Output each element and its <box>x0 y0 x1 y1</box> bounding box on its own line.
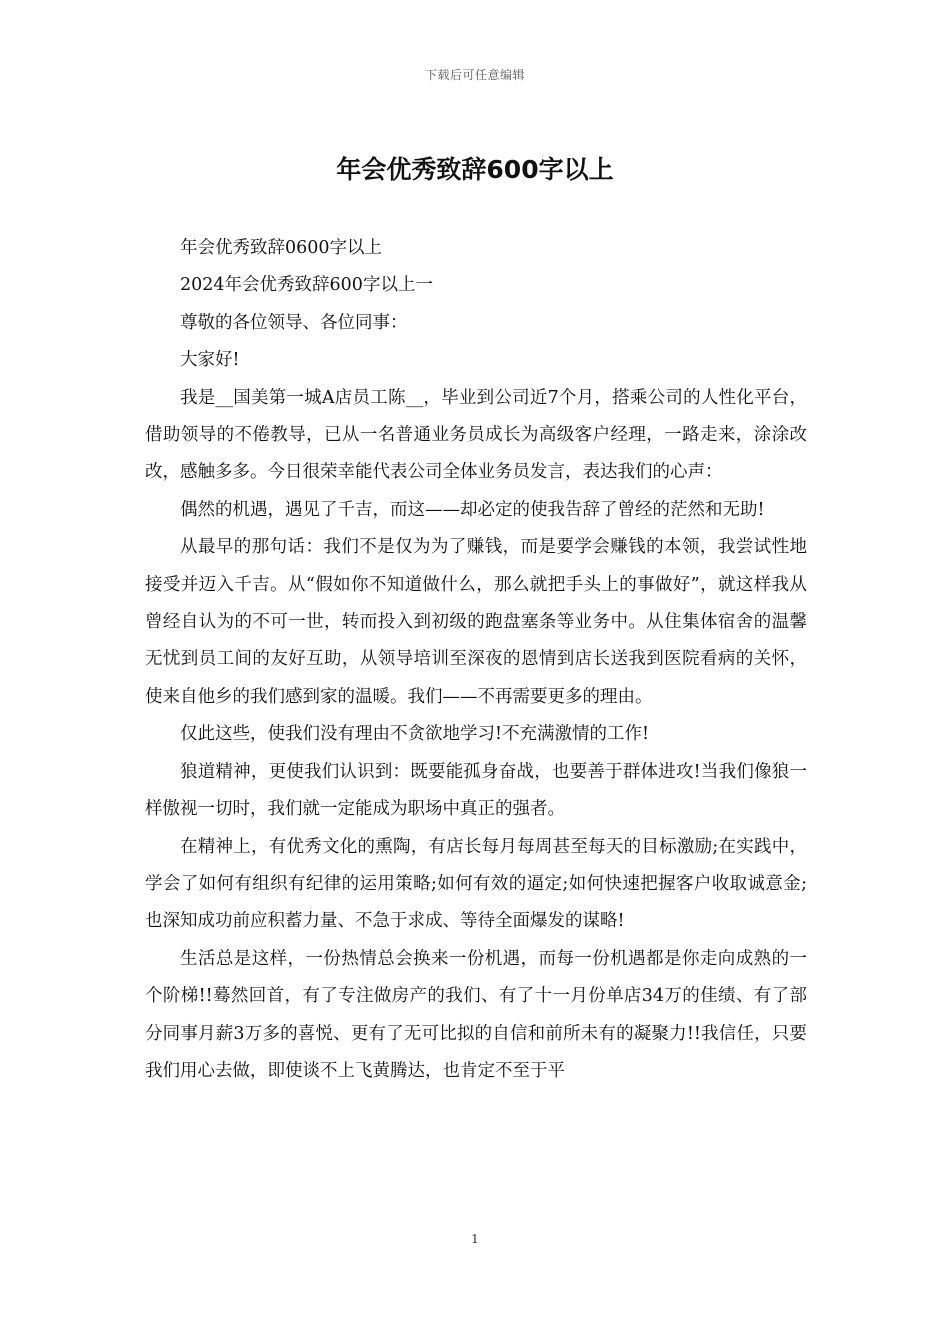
paragraph-section-heading: 2024年会优秀致辞600字以上一 <box>180 275 433 296</box>
paragraph-motivation: 仅此这些，使我们没有理由不贪欲地学习!不充满激情的工作! <box>180 724 650 745</box>
paragraph-opportunity: 偶然的机遇，遇见了千吉，而这——却必定的使我告辞了曾经的茫然和无助! <box>180 499 765 520</box>
paragraph-subtitle: 年会优秀致辞0600字以上 <box>180 238 383 258</box>
paragraph-greeting: 大家好! <box>180 350 240 371</box>
page-header-note: 下载后可任意编辑 <box>424 68 525 82</box>
paragraph-beginning: 从最早的那句话：我们不是仅为为了赚钱，而是要学会赚钱的本领，我尝试性地接受并迈入千吉。从“假如你不知道做什么，那么就把手头上的事做好”，就这样我从曾经自认为的不可一世，转而投入到初级的跑盘塞条等业务中。从住集体宿舍的温馨无忧到员工间的友好互助，从领导培训至深夜的恩情到店长送我到医院看病的关怀，使来自他乡的我们感到家的温暖。我们——不再需要更多的理由。 <box>145 537 807 707</box>
paragraph-wolf-spirit: 狼道精神，更使我们认识到：既要能孤身奋战，也要善于群体进攻!当我们像狼一样傲视一切时，我们就一定能成为职场中真正的强者。 <box>145 761 807 820</box>
paragraph-spirit-practice: 在精神上，有优秀文化的熏陶，有店长每月每周甚至每天的目标激励;在实践中，学会了如何有组织有纪律的运用策略;如何有效的逼定;如何快速把握客户收取诚意金;也深知成功前应积蓄力量、不急于求成、等待全面爆发的谋略! <box>145 836 807 932</box>
paragraph-salutation: 尊敬的各位领导、各位同事： <box>180 312 408 333</box>
document-title: 年会优秀致辞600字以上 <box>336 155 614 184</box>
paragraph-introduction: 我是__国美第一城A店员工陈__，毕业到公司近7个月，搭乘公司的人性化平台，借助领导的不倦教导，已从一名普通业务员成长为高级客户经理，一路走来，涂涂改改，感触多多。今日很荣幸能代表公司全体业务员发言，表达我们的心声： <box>145 387 807 483</box>
paragraph-life: 生活总是这样，一份热情总会换来一份机遇，而每一份机遇都是你走向成熟的一个阶梯!!蓦然回首，有了专注做房产的我们、有了十一月份单店34万的佳绩、有了部分同事月薪3万多的喜悦、更有了无可比拟的自信和前所未有的凝聚力!!我信任，只要我们用心去做，即使谈不上飞黄腾达，也肯定不至于平 <box>145 948 807 1081</box>
page-number: 1 <box>471 1232 479 1246</box>
document-body <box>145 230 807 1090</box>
